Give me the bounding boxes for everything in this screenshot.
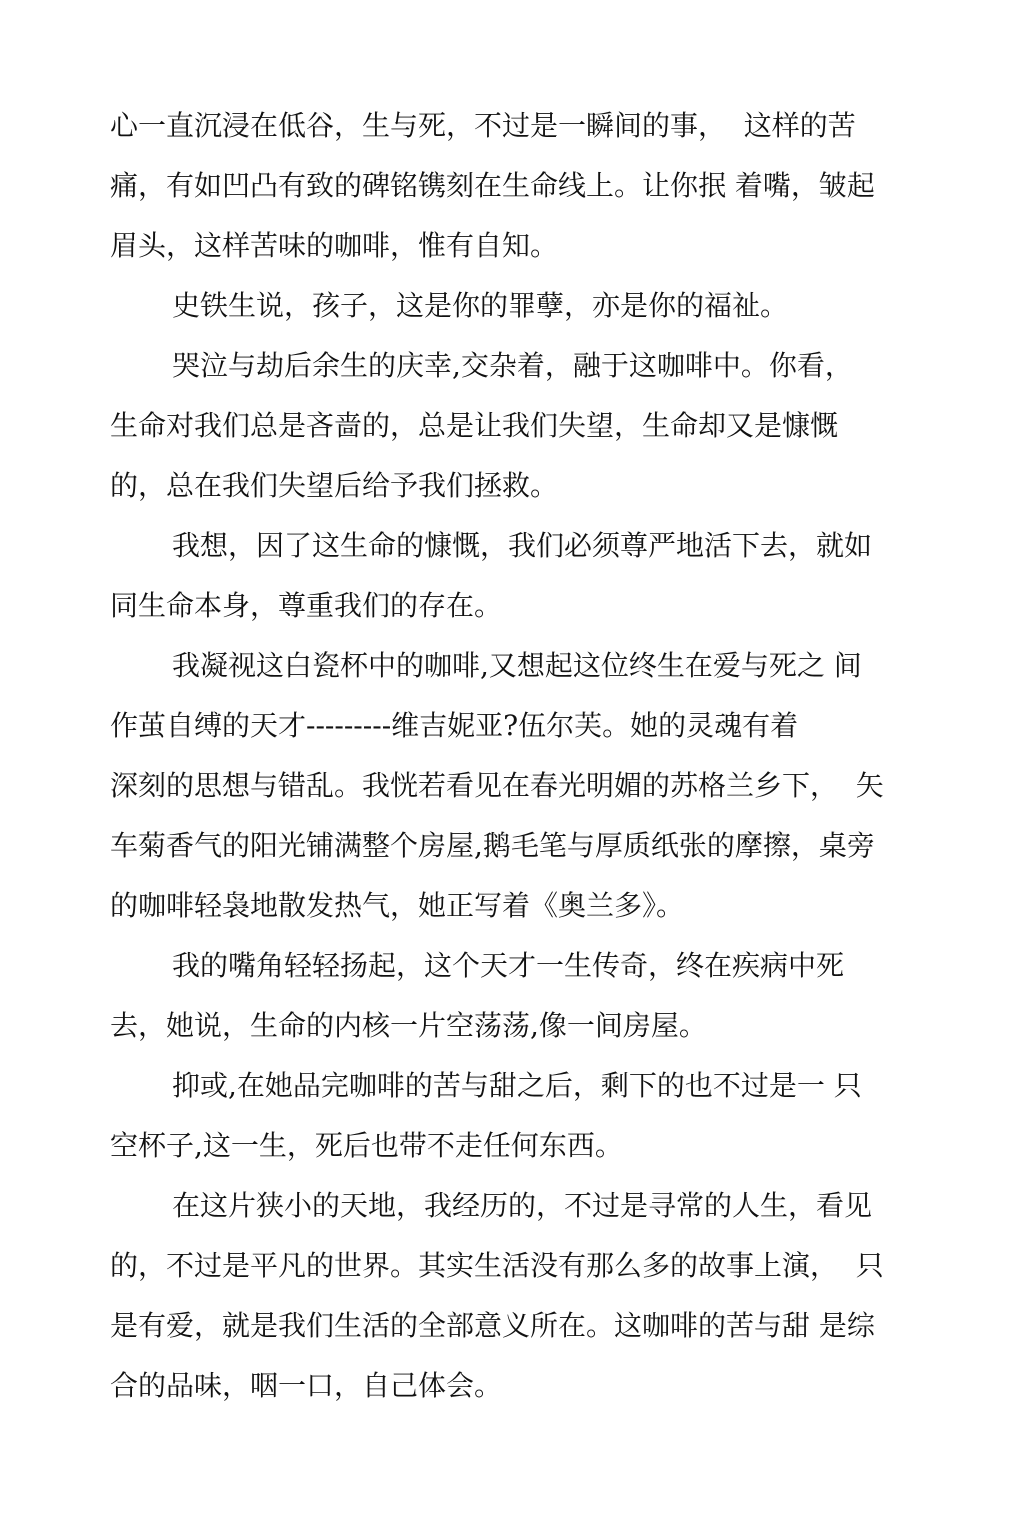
text-line: 的咖啡轻袅地散发热气，她正写着《奥兰多》。	[110, 889, 685, 922]
text-line: 是有爱，就是我们生活的全部意义所在。这咖啡的苦与甜 是综	[110, 1309, 875, 1342]
text-line: 我的嘴角轻轻扬起，这个天才一生传奇，终在疾病中死	[172, 949, 845, 982]
text-line: 合的品味，咽一口，自己体会。	[110, 1369, 503, 1402]
text-line: 史铁生说，孩子，这是你的罪孽，亦是你的福祉。	[172, 289, 789, 322]
text-line: 在这片狭小的天地，我经历的，不过是寻常的人生，看见	[172, 1189, 873, 1222]
text-line: 空杯子,这一生，死后也带不走任何东西。	[110, 1129, 623, 1162]
text-line: 同生命本身，尊重我们的存在。	[110, 589, 503, 622]
text-line: 抑或,在她品完咖啡的苦与甜之后，剩下的也不过是一 只	[172, 1069, 862, 1102]
text-line: 我凝视这白瓷杯中的咖啡,又想起这位终生在爱与死之 间	[172, 649, 862, 682]
text-line: 的，总在我们失望后给予我们拯救。	[110, 469, 559, 502]
text-line: 作茧自缚的天才---------维吉妮亚?伍尔芙。她的灵魂有着	[110, 709, 799, 742]
text-line: 深刻的思想与错乱。我恍若看见在春光明媚的苏格兰乡下， 矢	[110, 769, 884, 802]
text-line: 我想，因了这生命的慷慨，我们必须尊严地活下去，就如	[172, 529, 873, 562]
text-line: 眉头，这样苦味的咖啡，惟有自知。	[110, 229, 559, 262]
text-line: 哭泣与劫后余生的庆幸,交杂着，融于这咖啡中。你看，	[172, 349, 853, 382]
text-line: 的，不过是平凡的世界。其实生活没有那么多的故事上演， 只	[110, 1249, 884, 1282]
text-line: 去，她说，生命的内核一片空荡荡,像一间房屋。	[110, 1009, 707, 1042]
text-line: 车菊香气的阳光铺满整个房屋,鹅毛笔与厚质纸张的摩擦，桌旁	[110, 829, 875, 862]
text-line: 痛，有如凹凸有致的碑铭镌刻在生命线上。让你抿 着嘴，皱起	[110, 169, 875, 202]
text-line: 心一直沉浸在低谷，生与死，不过是一瞬间的事， 这样的苦	[110, 109, 856, 142]
text-line: 生命对我们总是吝啬的，总是让我们失望，生命却又是慷慨	[110, 409, 839, 442]
